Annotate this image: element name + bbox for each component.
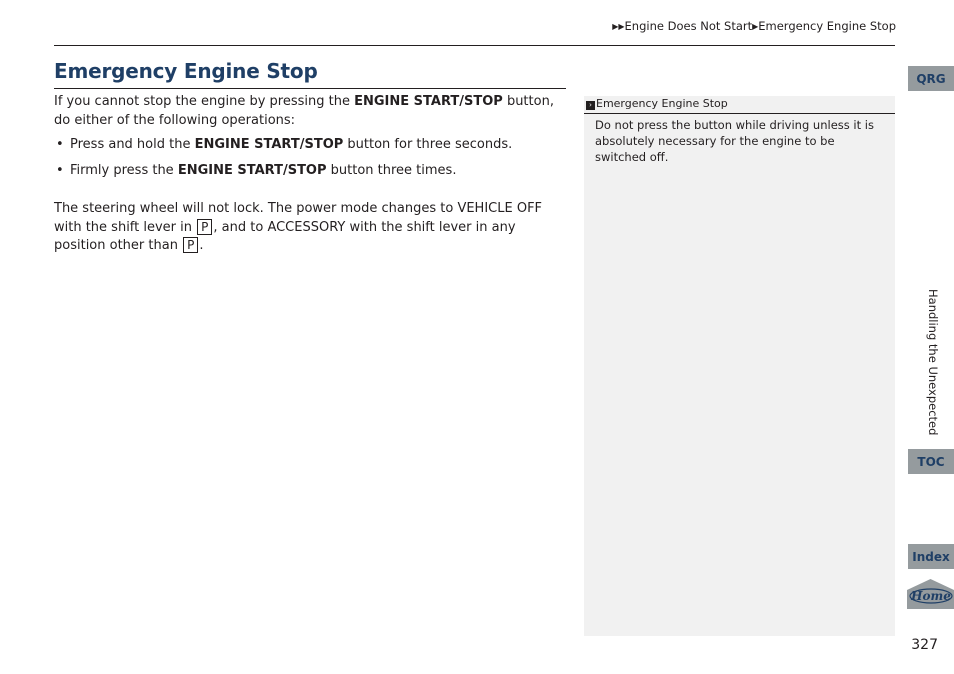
breadcrumb — [612, 19, 896, 33]
list-item — [54, 136, 566, 155]
index-tab[interactable]: Index — [908, 544, 954, 569]
header-divider — [54, 45, 895, 46]
page-title: Emergency Engine Stop — [54, 59, 318, 83]
note-text-end: . — [199, 238, 204, 253]
home-label: Home — [911, 589, 951, 603]
intro-text: If you cannot stop the engine by pressing the — [54, 94, 355, 109]
triangle-icon: ▶ — [752, 22, 759, 31]
list-item-button-name: ENGINE START/STOP — [194, 137, 344, 152]
breadcrumb-current: Emergency Engine Stop — [758, 19, 896, 33]
title-divider — [54, 88, 566, 89]
toc-tab[interactable]: TOC — [908, 449, 954, 474]
list-item-button-name: ENGINE START/STOP — [177, 162, 327, 178]
list-item-text-end: button three times. — [326, 162, 457, 178]
park-key-icon: P — [183, 237, 198, 253]
main-content — [54, 93, 566, 256]
list-item-text-end: button for three seconds. — [343, 137, 513, 152]
double-triangle-icon: ▶▶ — [612, 22, 625, 31]
sidebar-heading-text: Emergency Engine Stop — [596, 97, 728, 110]
section-label: Handling the Unexpected — [926, 289, 940, 436]
qrg-tab[interactable]: QRG — [908, 66, 954, 91]
reference-marker-icon: › — [586, 101, 595, 110]
operations-list — [54, 136, 566, 180]
note-paragraph — [54, 200, 566, 256]
list-item — [54, 162, 566, 181]
home-button[interactable] — [907, 579, 954, 609]
sidebar-heading — [584, 96, 895, 114]
list-item-text: Firmly press the — [70, 162, 178, 178]
note-text-mid: , and to ACCESSORY with the shift lever in any position other than — [54, 219, 516, 253]
breadcrumb-link-engine-does-not-start[interactable]: Engine Does Not Start — [624, 19, 753, 33]
sidebar-note — [584, 96, 895, 636]
note-text: The steering wheel will not lock. The power mode changes to VEHICLE OFF with the shift lever in — [54, 201, 543, 235]
intro-paragraph — [54, 93, 566, 130]
sidebar-body: Do not press the button while driving unless it is absolutely necessary for the engine to be switched off. — [595, 118, 874, 164]
park-key-icon: P — [197, 219, 212, 235]
intro-text-end: button, do either of the following operations: — [54, 94, 554, 128]
list-item-text: Press and hold the — [70, 137, 195, 152]
page-number: 327 — [911, 637, 938, 653]
intro-button-name: ENGINE START/STOP — [354, 94, 503, 109]
